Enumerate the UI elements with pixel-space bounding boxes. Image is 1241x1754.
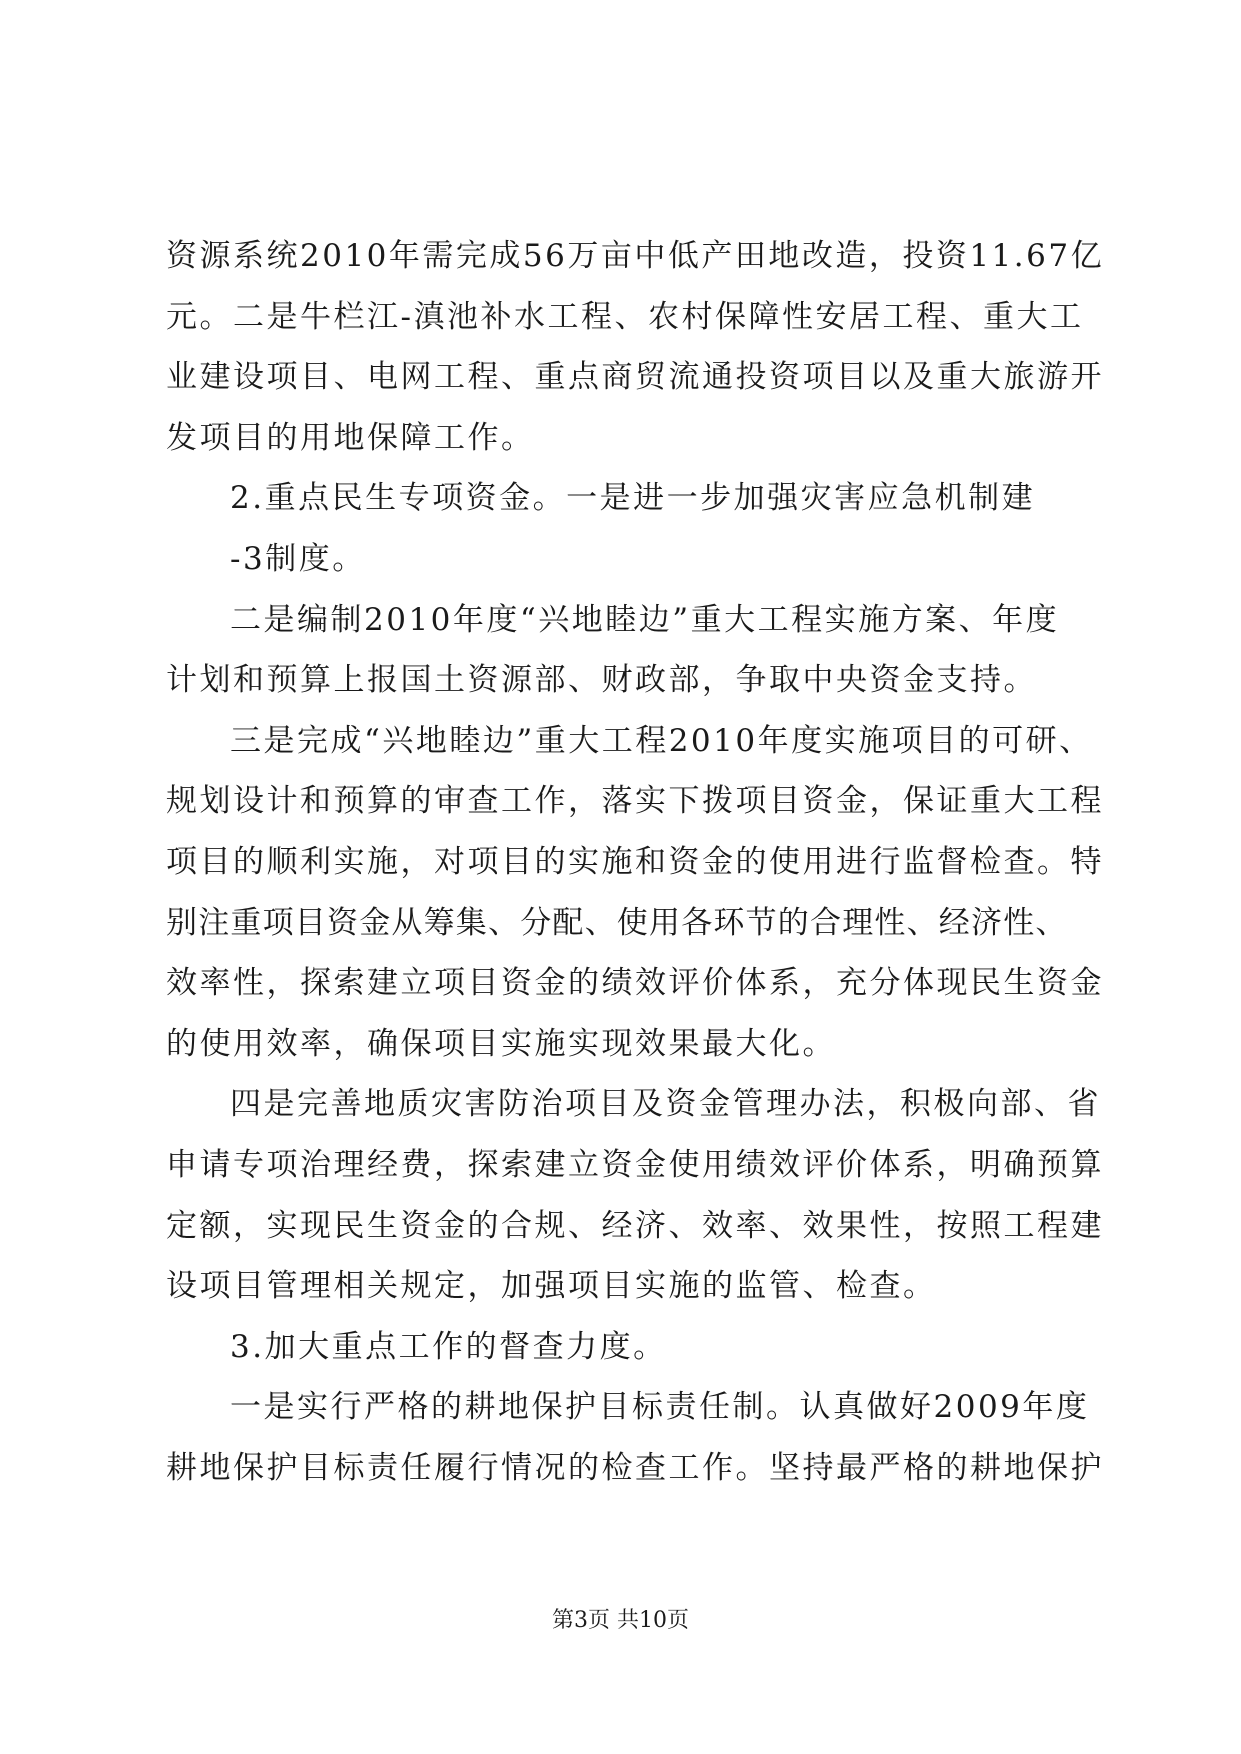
page-number-footer: 第3页 共10页 <box>552 1608 689 1633</box>
text-line: 四是完善地质灾害防治项目及资金管理办法，积极向部、省 <box>230 1086 1101 1123</box>
text-line: -3制度。 <box>230 540 366 577</box>
text-line: 三是完成“兴地睦边”重大工程2010年度实施项目的可研、 <box>230 722 1093 759</box>
text-line: 业建设项目、电网工程、重点商贸流通投资项目以及重大旅游开 <box>166 359 1104 396</box>
text-line: 发项目的用地保障工作。 <box>166 419 535 456</box>
text-line: 申请专项治理经费，探索建立资金使用绩效评价体系，明确预算 <box>166 1146 1104 1183</box>
text-line: 2.重点民生专项资金。一是进一步加强灾害应急机制建 <box>230 480 1036 517</box>
text-line: 的使用效率，确保项目实施实现效果最大化。 <box>166 1025 836 1062</box>
text-line: 定额，实现民生资金的合规、经济、效率、效果性，按照工程建 <box>166 1207 1104 1244</box>
text-line: 一是实行严格的耕地保护目标责任制。认真做好2009年度 <box>230 1389 1090 1426</box>
text-line: 设项目管理相关规定，加强项目实施的监管、检查。 <box>166 1268 937 1305</box>
text-line: 项目的顺利实施，对项目的实施和资金的使用进行监督检查。特 <box>166 843 1104 880</box>
text-line: 规划设计和预算的审查工作，落实下拨项目资金，保证重大工程 <box>166 783 1104 820</box>
text-line: 二是编制2010年度“兴地睦边”重大工程实施方案、年度 <box>230 601 1060 638</box>
text-line: 3.加大重点工作的督查力度。 <box>230 1328 667 1365</box>
text-line: 别注重项目资金从筹集、分配、使用各环节的合理性、经济性、 <box>166 904 1068 941</box>
text-line: 资源系统2010年需完成56万亩中低产田地改造，投资11.67亿 <box>166 238 1105 274</box>
text-line: 计划和预算上报国土资源部、财政部，争取中央资金支持。 <box>166 662 1037 699</box>
text-line: 元。二是牛栏江-滇池补水工程、农村保障性安居工程、重大工 <box>166 298 1084 335</box>
document-body <box>166 226 1105 1498</box>
text-line: 效率性，探索建立项目资金的绩效评价体系，充分体现民生资金 <box>166 965 1104 1002</box>
text-line: 耕地保护目标责任履行情况的检查工作。坚持最严格的耕地保护 <box>166 1449 1104 1486</box>
